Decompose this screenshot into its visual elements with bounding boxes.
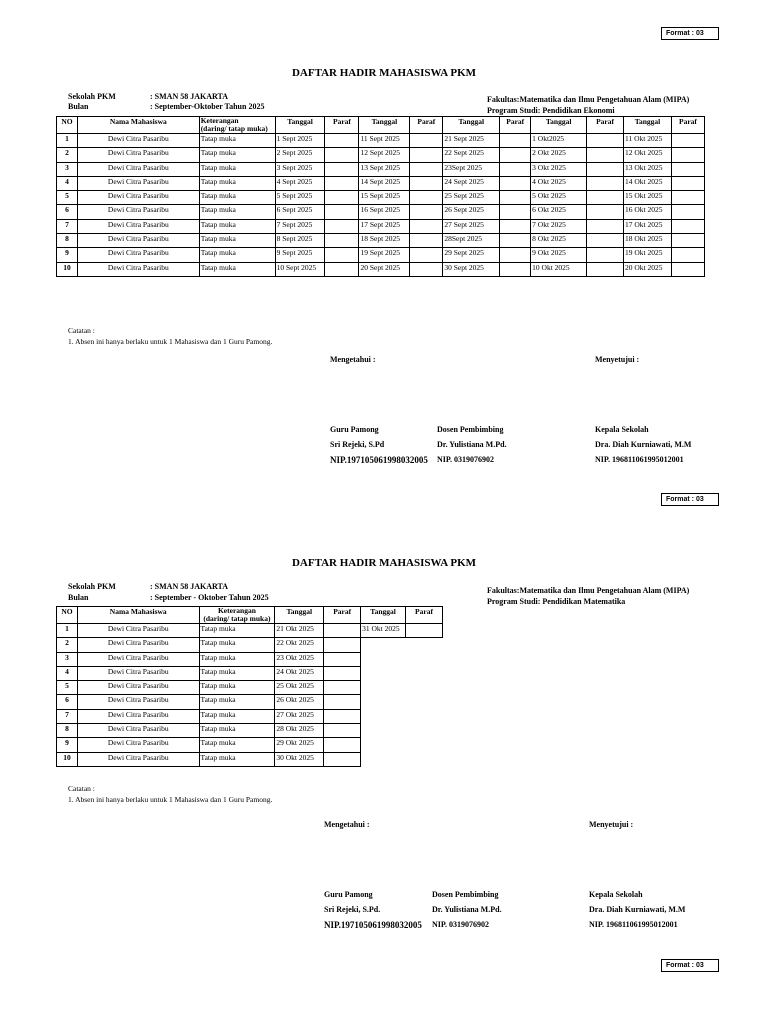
col-paraf: Paraf: [324, 607, 361, 624]
format-label: Format : 03: [661, 27, 719, 40]
signature-cell: [410, 148, 443, 162]
date-cell: 30 Sept 2025: [443, 262, 500, 276]
row-number: 1: [57, 134, 78, 148]
signature-cell: [500, 219, 531, 233]
attendance-mode: Tatap muka: [199, 724, 275, 738]
attendance-mode: Tatap muka: [199, 652, 275, 666]
dosen-nip: NIP. 0319076902: [432, 920, 490, 929]
student-name: Dewi Citra Pasaribu: [77, 262, 199, 276]
signature-cell: [671, 205, 704, 219]
guru-name: Sri Rejeki, S.Pd.: [324, 905, 381, 914]
blank-cell: [361, 681, 406, 695]
col-keterangan-line2: (daring/ tatap muka): [200, 124, 268, 133]
attendance-table: [56, 116, 705, 277]
catatan-item: 1. Absen ini hanya berlaku untuk 1 Mahasiswa dan 1 Guru Pamong.: [68, 795, 273, 804]
bulan-label: Bulan: [68, 102, 89, 111]
blank-cell: [406, 724, 443, 738]
date-cell: 18 Okt 2025: [624, 234, 672, 248]
date-cell: 29 Sept 2025: [443, 248, 500, 262]
student-name: Dewi Citra Pasaribu: [77, 652, 199, 666]
sekolah-value: : SMAN 58 JAKARTA: [150, 92, 229, 101]
row-number: 9: [57, 738, 78, 752]
date-cell: 21 Okt 2025: [275, 624, 324, 638]
row-number: 6: [57, 205, 78, 219]
date-cell: 22 Okt 2025: [275, 638, 324, 652]
col-no: NO: [57, 607, 78, 624]
table-row: [57, 752, 443, 766]
date-cell: 10 Sept 2025: [275, 262, 325, 276]
signature-cell: [671, 262, 704, 276]
row-number: 5: [57, 681, 78, 695]
date-cell: 8 Sept 2025: [275, 234, 325, 248]
kepsek-role: Kepala Sekolah: [589, 890, 643, 899]
signature-cell: [410, 162, 443, 176]
row-number: 10: [57, 262, 78, 276]
kepsek-name: Dra. Diah Kurniawati, M.M: [595, 440, 692, 449]
col-keterangan-line1: Keterangan: [217, 606, 256, 615]
dosen-name: Dr. Yulistiana M.Pd.: [437, 440, 507, 449]
catatan-label: Catatan :: [68, 326, 95, 335]
date-cell: 31 Okt 2025: [361, 624, 406, 638]
bulan-value: : September-Oktober Tahun 2025: [150, 102, 265, 111]
signature-cell: [325, 134, 359, 148]
signature-cell: [587, 176, 624, 190]
table-row: [57, 738, 443, 752]
student-name: Dewi Citra Pasaribu: [77, 134, 199, 148]
date-cell: 10 Okt 2025: [531, 262, 587, 276]
signature-cell: [587, 205, 624, 219]
table-header-row: [57, 117, 705, 134]
signature-cell: [410, 134, 443, 148]
attendance-mode: Tatap muka: [199, 666, 275, 680]
signature-cell: [325, 234, 359, 248]
date-cell: 11 Okt 2025: [624, 134, 672, 148]
attendance-mode: Tatap muka: [199, 219, 275, 233]
col-nama: Nama Mahasiswa: [77, 117, 199, 134]
signature-cell: [671, 162, 704, 176]
table-row: [57, 205, 705, 219]
date-cell: 29 Okt 2025: [275, 738, 324, 752]
date-cell: 5 Sept 2025: [275, 191, 325, 205]
date-cell: 3 Okt 2025: [531, 162, 587, 176]
col-paraf: Paraf: [500, 117, 531, 134]
date-cell: 5 Okt 2025: [531, 191, 587, 205]
blank-cell: [361, 752, 406, 766]
blank-cell: [406, 752, 443, 766]
guru-nip: NIP.197105061998032005: [324, 920, 422, 930]
blank-cell: [361, 724, 406, 738]
col-paraf: Paraf: [406, 607, 443, 624]
date-cell: 26 Okt 2025: [275, 695, 324, 709]
date-cell: 12 Okt 2025: [624, 148, 672, 162]
table-row: [57, 724, 443, 738]
sekolah-label: Sekolah PKM: [68, 582, 116, 591]
signature-cell: [500, 262, 531, 276]
signature-cell: [671, 248, 704, 262]
signature-cell: [324, 652, 361, 666]
row-number: 3: [57, 652, 78, 666]
signature-cell: [324, 752, 361, 766]
blank-cell: [406, 695, 443, 709]
table-row: [57, 681, 443, 695]
signature-cell: [671, 176, 704, 190]
date-cell: 19 Sept 2025: [359, 248, 410, 262]
date-cell: 26 Sept 2025: [443, 205, 500, 219]
date-cell: 23 Okt 2025: [275, 652, 324, 666]
date-cell: 4 Sept 2025: [275, 176, 325, 190]
signature-cell: [587, 148, 624, 162]
signature-cell: [587, 262, 624, 276]
attendance-mode: Tatap muka: [199, 134, 275, 148]
student-name: Dewi Citra Pasaribu: [77, 191, 199, 205]
row-number: 2: [57, 148, 78, 162]
date-cell: 27 Okt 2025: [275, 709, 324, 723]
mengetahui-label: Mengetahui :: [330, 355, 376, 364]
table-row: [57, 148, 705, 162]
date-cell: 3 Sept 2025: [275, 162, 325, 176]
student-name: Dewi Citra Pasaribu: [77, 176, 199, 190]
signature-cell: [410, 205, 443, 219]
blank-cell: [406, 681, 443, 695]
date-cell: 14 Sept 2025: [359, 176, 410, 190]
table-row: [57, 176, 705, 190]
table-row: [57, 191, 705, 205]
guru-role: Guru Pamong: [324, 890, 373, 899]
signature-cell: [410, 234, 443, 248]
dosen-name: Dr. Yulistiana M.Pd.: [432, 905, 502, 914]
sekolah-label: Sekolah PKM: [68, 92, 116, 101]
fakultas-text: Fakultas:Matematika dan Ilmu Pengetahuan Alam (MIPA): [487, 95, 690, 104]
kepsek-role: Kepala Sekolah: [595, 425, 649, 434]
attendance-mode: Tatap muka: [199, 695, 275, 709]
signature-cell: [325, 248, 359, 262]
date-cell: 24 Okt 2025: [275, 666, 324, 680]
dosen-role: Dosen Pembimbing: [437, 425, 504, 434]
row-number: 4: [57, 666, 78, 680]
date-cell: 2 Sept 2025: [275, 148, 325, 162]
blank-cell: [361, 738, 406, 752]
signature-cell: [500, 134, 531, 148]
signature-cell: [410, 191, 443, 205]
signature-cell: [587, 191, 624, 205]
signature-cell: [587, 248, 624, 262]
date-cell: 20 Sept 2025: [359, 262, 410, 276]
attendance-mode: Tatap muka: [199, 191, 275, 205]
table-row: [57, 234, 705, 248]
date-cell: 7 Sept 2025: [275, 219, 325, 233]
guru-nip: NIP.197105061998032005: [330, 455, 428, 465]
date-cell: 1 Okt2025: [531, 134, 587, 148]
signature-cell: [500, 148, 531, 162]
student-name: Dewi Citra Pasaribu: [77, 624, 199, 638]
date-cell: 15 Okt 2025: [624, 191, 672, 205]
student-name: Dewi Citra Pasaribu: [77, 695, 199, 709]
signature-cell: [671, 148, 704, 162]
format-label: Format : 03: [661, 959, 719, 972]
col-tanggal: Tanggal: [531, 117, 587, 134]
date-cell: 16 Okt 2025: [624, 205, 672, 219]
row-number: 6: [57, 695, 78, 709]
attendance-mode: Tatap muka: [199, 638, 275, 652]
table-header-row: [57, 607, 443, 624]
student-name: Dewi Citra Pasaribu: [77, 638, 199, 652]
fakultas-text: Fakultas:Matematika dan Ilmu Pengetahuan Alam (MIPA): [487, 586, 690, 595]
date-cell: 25 Okt 2025: [275, 681, 324, 695]
sekolah-value: : SMAN 58 JAKARTA: [150, 582, 229, 591]
signature-cell: [325, 191, 359, 205]
col-tanggal: Tanggal: [624, 117, 672, 134]
attendance-mode: Tatap muka: [199, 205, 275, 219]
blank-cell: [406, 652, 443, 666]
signature-cell: [587, 162, 624, 176]
school-info: [68, 92, 328, 114]
date-cell: 9 Okt 2025: [531, 248, 587, 262]
bulan-value: : September - Oktober Tahun 2025: [150, 593, 269, 602]
signature-cell: [324, 738, 361, 752]
kepsek-name: Dra. Diah Kurniawati, M.M: [589, 905, 686, 914]
date-cell: 11 Sept 2025: [359, 134, 410, 148]
student-name: Dewi Citra Pasaribu: [77, 738, 199, 752]
blank-cell: [406, 709, 443, 723]
date-cell: 6 Sept 2025: [275, 205, 325, 219]
col-paraf: Paraf: [671, 117, 704, 134]
col-paraf: Paraf: [325, 117, 359, 134]
attendance-mode: Tatap muka: [199, 176, 275, 190]
col-paraf: Paraf: [410, 117, 443, 134]
row-number: 10: [57, 752, 78, 766]
col-keterangan: [199, 117, 275, 134]
attendance-mode: Tatap muka: [199, 709, 275, 723]
attendance-mode: Tatap muka: [199, 248, 275, 262]
signature-cell: [406, 624, 443, 638]
signature-cell: [324, 638, 361, 652]
table-row: [57, 624, 443, 638]
row-number: 7: [57, 709, 78, 723]
student-name: Dewi Citra Pasaribu: [77, 752, 199, 766]
signature-cell: [587, 219, 624, 233]
date-cell: 18 Sept 2025: [359, 234, 410, 248]
guru-name: Sri Rejeki, S.Pd: [330, 440, 385, 449]
date-cell: 16 Sept 2025: [359, 205, 410, 219]
kepsek-nip: NIP. 196811061995012001: [589, 920, 678, 929]
row-number: 4: [57, 176, 78, 190]
attendance-mode: Tatap muka: [199, 262, 275, 276]
blank-cell: [361, 709, 406, 723]
date-cell: 17 Okt 2025: [624, 219, 672, 233]
blank-cell: [406, 666, 443, 680]
col-no: NO: [57, 117, 78, 134]
date-cell: 27 Sept 2025: [443, 219, 500, 233]
table-row: [57, 638, 443, 652]
table-row: [57, 219, 705, 233]
student-name: Dewi Citra Pasaribu: [77, 219, 199, 233]
prodi-text: Program Studi: Pendidikan Ekonomi: [487, 106, 615, 115]
signature-cell: [324, 624, 361, 638]
table-row: [57, 162, 705, 176]
signature-cell: [500, 162, 531, 176]
signature-cell: [671, 234, 704, 248]
signature-cell: [410, 176, 443, 190]
row-number: 8: [57, 234, 78, 248]
student-name: Dewi Citra Pasaribu: [77, 709, 199, 723]
menyetujui-label: Menyetujui :: [595, 355, 640, 364]
student-name: Dewi Citra Pasaribu: [77, 234, 199, 248]
signature-cell: [324, 695, 361, 709]
table-row: [57, 652, 443, 666]
signature-cell: [325, 262, 359, 276]
signature-cell: [325, 148, 359, 162]
prodi-text: Program Studi: Pendidikan Matematika: [487, 597, 626, 606]
row-number: 8: [57, 724, 78, 738]
date-cell: 28Sept 2025: [443, 234, 500, 248]
attendance-mode: Tatap muka: [199, 752, 275, 766]
table-row: [57, 709, 443, 723]
signature-cell: [587, 134, 624, 148]
blank-cell: [406, 638, 443, 652]
col-paraf: Paraf: [587, 117, 624, 134]
signature-cell: [410, 248, 443, 262]
table-row: [57, 695, 443, 709]
student-name: Dewi Citra Pasaribu: [77, 162, 199, 176]
date-cell: 2 Okt 2025: [531, 148, 587, 162]
page-title: DAFTAR HADIR MAHASISWA PKM: [291, 557, 477, 569]
signature-cell: [324, 724, 361, 738]
attendance-mode: Tatap muka: [199, 234, 275, 248]
col-keterangan: [199, 607, 275, 624]
blank-cell: [406, 738, 443, 752]
guru-role: Guru Pamong: [330, 425, 379, 434]
signature-cell: [325, 162, 359, 176]
format-label: Format : 03: [661, 493, 719, 506]
date-cell: 14 Okt 2025: [624, 176, 672, 190]
school-info: [68, 582, 328, 604]
attendance-mode: Tatap muka: [199, 148, 275, 162]
date-cell: 17 Sept 2025: [359, 219, 410, 233]
signature-cell: [587, 234, 624, 248]
signature-cell: [325, 205, 359, 219]
row-number: 7: [57, 219, 78, 233]
student-name: Dewi Citra Pasaribu: [77, 205, 199, 219]
mengetahui-label: Mengetahui :: [324, 820, 370, 829]
signature-cell: [500, 234, 531, 248]
signature-cell: [500, 176, 531, 190]
blank-cell: [361, 666, 406, 680]
signature-cell: [324, 681, 361, 695]
student-name: Dewi Citra Pasaribu: [77, 681, 199, 695]
date-cell: 28 Okt 2025: [275, 724, 324, 738]
signature-cell: [324, 666, 361, 680]
date-cell: 15 Sept 2025: [359, 191, 410, 205]
table-row: [57, 134, 705, 148]
date-cell: 20 Okt 2025: [624, 262, 672, 276]
student-name: Dewi Citra Pasaribu: [77, 248, 199, 262]
row-number: 9: [57, 248, 78, 262]
blank-cell: [361, 695, 406, 709]
col-tanggal: Tanggal: [443, 117, 500, 134]
signature-cell: [410, 262, 443, 276]
dosen-nip: NIP. 0319076902: [437, 455, 495, 464]
signature-cell: [671, 134, 704, 148]
signature-cell: [500, 248, 531, 262]
date-cell: 9 Sept 2025: [275, 248, 325, 262]
signature-cell: [671, 191, 704, 205]
signature-cell: [500, 191, 531, 205]
signature-cell: [500, 205, 531, 219]
col-tanggal: Tanggal: [275, 607, 324, 624]
date-cell: 12 Sept 2025: [359, 148, 410, 162]
table-row: [57, 262, 705, 276]
bulan-label: Bulan: [68, 593, 89, 602]
student-name: Dewi Citra Pasaribu: [77, 148, 199, 162]
attendance-table: [56, 606, 443, 767]
date-cell: 19 Okt 2025: [624, 248, 672, 262]
date-cell: 6 Okt 2025: [531, 205, 587, 219]
table-row: [57, 666, 443, 680]
page-title: DAFTAR HADIR MAHASISWA PKM: [291, 67, 477, 79]
dosen-role: Dosen Pembimbing: [432, 890, 499, 899]
attendance-mode: Tatap muka: [199, 162, 275, 176]
date-cell: 25 Sept 2025: [443, 191, 500, 205]
col-tanggal: Tanggal: [275, 117, 325, 134]
signature-cell: [325, 219, 359, 233]
kepsek-nip: NIP. 196811061995012001: [595, 455, 684, 464]
row-number: 2: [57, 638, 78, 652]
col-tanggal: Tanggal: [361, 607, 406, 624]
date-cell: 23Sept 2025: [443, 162, 500, 176]
menyetujui-label: Menyetujui :: [589, 820, 634, 829]
blank-cell: [361, 652, 406, 666]
attendance-mode: Tatap muka: [199, 624, 275, 638]
signature-cell: [325, 176, 359, 190]
catatan-label: Catatan :: [68, 784, 95, 793]
row-number: 1: [57, 624, 78, 638]
signature-cell: [324, 709, 361, 723]
date-cell: 8 Okt 2025: [531, 234, 587, 248]
blank-cell: [361, 638, 406, 652]
date-cell: 4 Okt 2025: [531, 176, 587, 190]
student-name: Dewi Citra Pasaribu: [77, 724, 199, 738]
row-number: 3: [57, 162, 78, 176]
attendance-mode: Tatap muka: [199, 681, 275, 695]
signature-cell: [671, 219, 704, 233]
signature-cell: [410, 219, 443, 233]
date-cell: 13 Okt 2025: [624, 162, 672, 176]
date-cell: 7 Okt 2025: [531, 219, 587, 233]
catatan-item: 1. Absen ini hanya berlaku untuk 1 Mahasiswa dan 1 Guru Pamong.: [68, 337, 273, 346]
student-name: Dewi Citra Pasaribu: [77, 666, 199, 680]
attendance-mode: Tatap muka: [199, 738, 275, 752]
date-cell: 30 Okt 2025: [275, 752, 324, 766]
date-cell: 24 Sept 2025: [443, 176, 500, 190]
row-number: 5: [57, 191, 78, 205]
date-cell: 22 Sept 2025: [443, 148, 500, 162]
table-row: [57, 248, 705, 262]
col-nama: Nama Mahasiswa: [77, 607, 199, 624]
date-cell: 21 Sept 2025: [443, 134, 500, 148]
col-tanggal: Tanggal: [359, 117, 410, 134]
col-keterangan-line1: Keterangan: [200, 116, 239, 125]
col-keterangan-line2: (daring/ tatap muka): [203, 614, 271, 623]
date-cell: 1 Sept 2025: [275, 134, 325, 148]
date-cell: 13 Sept 2025: [359, 162, 410, 176]
